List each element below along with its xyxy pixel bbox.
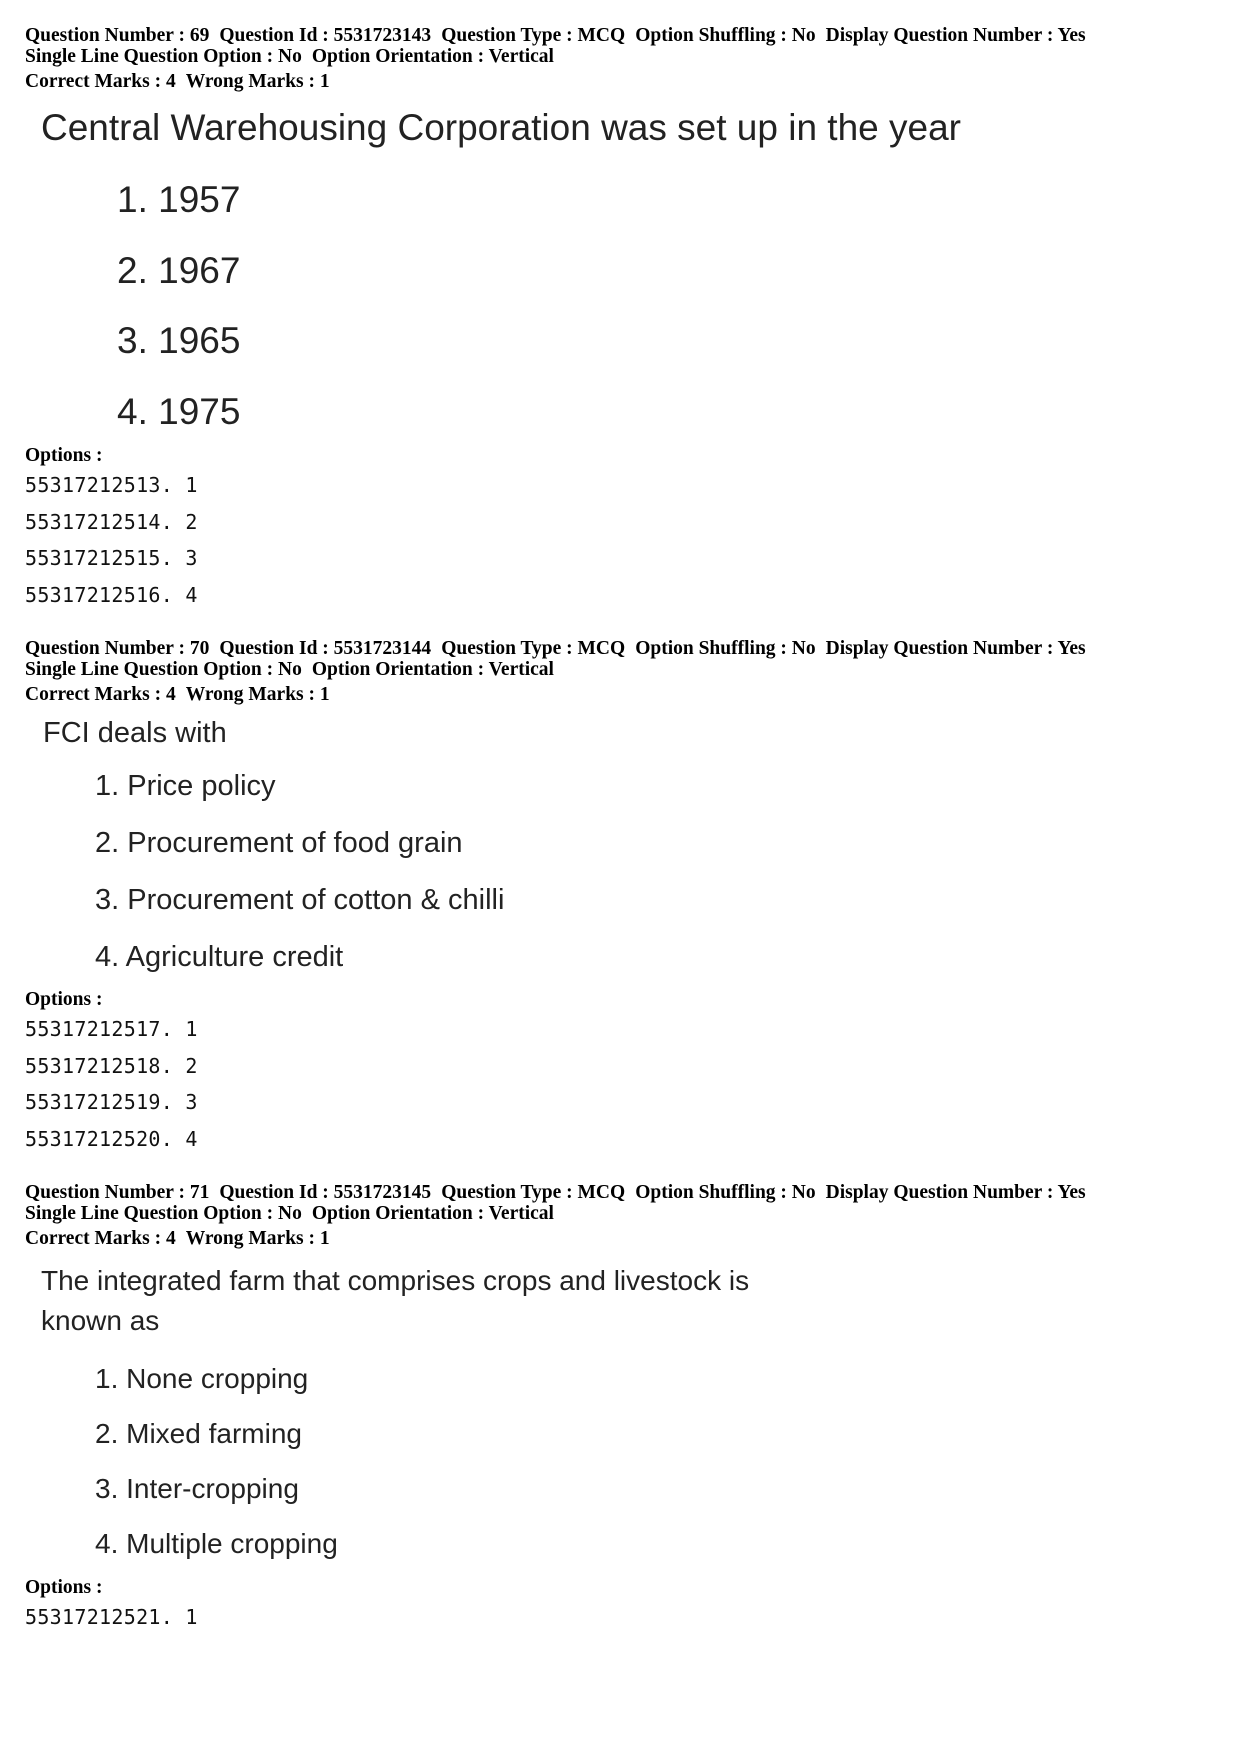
options-label: Options :	[25, 1577, 103, 1598]
display-question-number: Display Question Number : Yes	[825, 25, 1086, 46]
display-question-number: Display Question Number : Yes	[825, 1182, 1086, 1203]
question-text: FCI deals with	[43, 717, 227, 749]
option-id-row: 55317212515. 3	[25, 546, 198, 570]
option-id-row: 55317212516. 4	[25, 582, 198, 607]
single-line-question-option: Single Line Question Option : No	[25, 659, 302, 680]
option-id-row: 55317212520. 4	[25, 1126, 198, 1151]
correct-marks: Correct Marks : 4	[25, 684, 176, 705]
choice-list	[43, 758, 1215, 986]
question-meta	[25, 25, 1215, 92]
question-meta-line-3	[25, 71, 1215, 92]
option-id-row: 55317212521. 1	[25, 1605, 198, 1629]
wrong-marks: Wrong Marks : 1	[185, 1228, 330, 1249]
question-text: Central Warehousing Corporation was set up in the year	[41, 107, 961, 148]
choice-list	[41, 165, 1215, 447]
question-block-71	[25, 1182, 1215, 1636]
question-meta-line-1	[25, 25, 1215, 46]
option-shuffling: Option Shuffling : No	[635, 1182, 816, 1203]
question-text-line-2: known as	[41, 1305, 160, 1336]
question-paper-page	[25, 25, 1215, 1636]
choice-item: 4. 1975	[117, 390, 241, 432]
option-id-row: 55317212519. 3	[25, 1090, 198, 1114]
choice-item: 3. Inter-cropping	[95, 1473, 299, 1504]
question-meta-line-2	[25, 659, 1215, 680]
question-type: Question Type : MCQ	[441, 25, 626, 46]
option-id-list	[25, 1011, 1215, 1157]
option-id-list	[25, 467, 1215, 613]
option-id-list	[25, 1599, 1215, 1636]
correct-marks: Correct Marks : 4	[25, 71, 176, 92]
question-meta-line-3	[25, 1228, 1215, 1249]
question-id: Question Id : 5531723145	[219, 1182, 432, 1203]
question-text-line-1: The integrated farm that comprises crops and livestock is	[41, 1265, 750, 1296]
option-shuffling: Option Shuffling : No	[635, 25, 816, 46]
choice-item: 3. Procurement of cotton & chilli	[95, 884, 505, 916]
question-content	[25, 705, 1215, 986]
question-number: Question Number : 69	[25, 25, 210, 46]
question-meta-line-2	[25, 1203, 1215, 1224]
choice-item: 1. Price policy	[95, 770, 276, 802]
option-id-row: 55317212518. 2	[25, 1053, 198, 1078]
option-orientation: Option Orientation : Vertical	[311, 659, 554, 680]
question-meta-line-1	[25, 1182, 1215, 1203]
single-line-question-option: Single Line Question Option : No	[25, 46, 302, 67]
option-id-row: 55317212514. 2	[25, 509, 198, 534]
question-block-69	[25, 25, 1215, 613]
option-shuffling: Option Shuffling : No	[635, 638, 816, 659]
question-id: Question Id : 5531723143	[219, 25, 432, 46]
choice-item: 1. None cropping	[95, 1363, 309, 1394]
correct-marks: Correct Marks : 4	[25, 1228, 176, 1249]
choice-item: 4. Multiple cropping	[95, 1528, 338, 1559]
question-content	[25, 92, 1215, 447]
question-meta-line-3	[25, 684, 1215, 705]
question-meta	[25, 1182, 1215, 1249]
options-label: Options :	[25, 989, 103, 1010]
question-type: Question Type : MCQ	[441, 638, 626, 659]
choice-item: 1. 1957	[117, 179, 241, 220]
display-question-number: Display Question Number : Yes	[825, 638, 1086, 659]
question-content	[25, 1249, 1215, 1571]
option-id-row: 55317212513. 1	[25, 473, 198, 497]
choice-item: 2. 1967	[117, 249, 241, 291]
option-id-row: 55317212517. 1	[25, 1017, 198, 1041]
option-orientation: Option Orientation : Vertical	[311, 46, 554, 67]
question-text	[41, 1261, 1215, 1341]
options-label: Options :	[25, 445, 103, 466]
question-number: Question Number : 70	[25, 638, 210, 659]
single-line-question-option: Single Line Question Option : No	[25, 1203, 302, 1224]
question-type: Question Type : MCQ	[441, 1182, 626, 1203]
question-meta-line-1	[25, 638, 1215, 659]
question-number: Question Number : 71	[25, 1182, 210, 1203]
choice-item: 2. Mixed farming	[95, 1418, 302, 1449]
question-id: Question Id : 5531723144	[219, 638, 432, 659]
question-meta	[25, 638, 1215, 705]
choice-item: 4. Agriculture credit	[95, 941, 344, 973]
choice-list	[41, 1351, 1215, 1571]
option-orientation: Option Orientation : Vertical	[311, 1203, 554, 1224]
choice-item: 3. 1965	[117, 320, 241, 361]
question-meta-line-2	[25, 46, 1215, 67]
wrong-marks: Wrong Marks : 1	[185, 71, 330, 92]
wrong-marks: Wrong Marks : 1	[185, 684, 330, 705]
choice-item: 2. Procurement of food grain	[95, 827, 463, 859]
question-block-70	[25, 638, 1215, 1157]
